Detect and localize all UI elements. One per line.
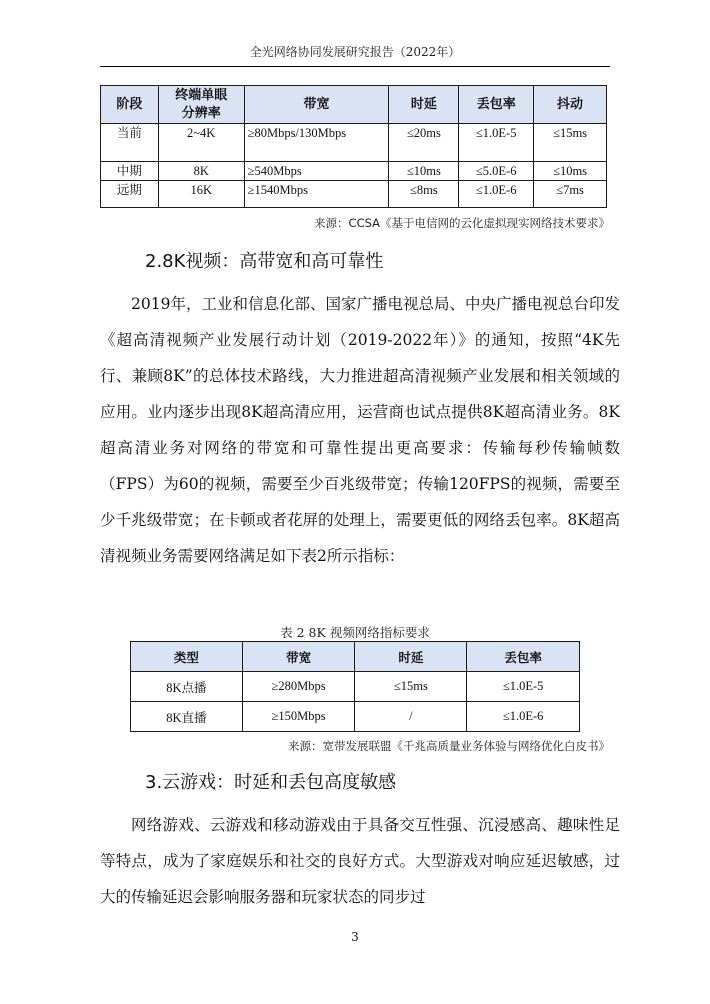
col-header-latency: 时延 (355, 642, 467, 672)
col-header-packet-loss: 丢包率 (459, 86, 534, 124)
8k-requirements-table (130, 641, 580, 732)
col-header-packet-loss: 丢包率 (467, 642, 580, 672)
section3-heading: 3.云游戏：时延和丢包高度敏感 (145, 772, 397, 793)
section2-heading: 2.8K视频：高带宽和高可靠性 (145, 251, 384, 272)
table-cell: ≤10ms (389, 162, 459, 181)
table-header-row (131, 642, 580, 672)
table-cell: ≤1.0E-6 (467, 702, 580, 732)
table-cell: ≤15ms (534, 124, 607, 162)
table-cell: ≤10ms (534, 162, 607, 181)
table-row (101, 124, 607, 162)
table1-source: 来源：CCSA《基于电信网的云化虚拟现实网络技术要求》 (314, 216, 610, 230)
table2-source: 来源：宽带发展联盟《千兆高质量业务体验与网络优化白皮书》 (288, 739, 610, 753)
table2-caption: 表 2 8K 视频网络指标要求 (280, 625, 430, 640)
table-cell: ≤20ms (389, 124, 459, 162)
vr-requirements-table (100, 85, 607, 208)
table-cell: 2~4K (158, 124, 244, 162)
table-cell: ≤15ms (355, 672, 467, 702)
table-cell: ≥280Mbps (242, 672, 355, 702)
table-cell: ≤7ms (534, 181, 607, 208)
table-cell: 8K点播 (131, 672, 243, 702)
col-header-bandwidth: 带宽 (244, 86, 389, 124)
page-header (100, 40, 610, 67)
table-header-row (101, 86, 607, 124)
table-cell: 远期 (101, 181, 159, 208)
table-cell: ≤1.0E-6 (459, 181, 534, 208)
section2-paragraph: 2019年，工业和信息化部、国家广播电视总局、中央广播电视总台印发《超高清视频产业发展行动计划（2019-2022年）》的通知，按照“4K先行、兼顾8K”的总体技术路线，大力推进超高清视频产业发展和相关领域的应用。业内逐步出现8K超高清应用，运营商也试点提供8K超高清业务。8K超高清业务对网络的带宽和可靠性提出更高要求：传输每秒传输帧数（FPS）为60的视频，需要至少百兆级带宽；传输120FPS的视频，需要至少千兆级带宽；在卡顿或者花屏的处理上，需要更低的网络丢包率。8K超高清视频业务需要网络满足如下表2所示指标： (100, 295, 620, 565)
table-row (131, 702, 580, 732)
table-cell: ≤8ms (389, 181, 459, 208)
table-cell: ≤5.0E-6 (459, 162, 534, 181)
table-row (101, 162, 607, 181)
col-header-jitter: 抖动 (534, 86, 607, 124)
table-cell: ≥150Mbps (242, 702, 355, 732)
table-cell: / (355, 702, 467, 732)
table-cell: 8K (158, 162, 244, 181)
table-cell: 8K直播 (131, 702, 243, 732)
col-header-type: 类型 (131, 642, 243, 672)
col-header-bandwidth: 带宽 (242, 642, 355, 672)
page-number: 3 (351, 930, 359, 944)
table-cell: 16K (158, 181, 244, 208)
table-cell: 中期 (101, 162, 159, 181)
table-row (101, 181, 607, 208)
table-cell: ≥540Mbps (244, 162, 389, 181)
table-cell: 当前 (101, 124, 159, 162)
col-header-latency: 时延 (389, 86, 459, 124)
col-header-resolution: 终端单眼分辨率 (158, 86, 244, 124)
table-cell: ≥80Mbps/130Mbps (244, 124, 389, 162)
table-cell: ≥1540Mbps (244, 181, 389, 208)
table-cell: ≤1.0E-5 (459, 124, 534, 162)
table-row (131, 672, 580, 702)
section3-paragraph: 网络游戏、云游戏和移动游戏由于具备交互性强、沉浸感高、趣味性足等特点，成为了家庭娱乐和社交的良好方式。大型游戏对响应延迟敏感，过大的传输延迟会影响服务器和玩家状态的同步过 (100, 816, 620, 906)
header-title: 全光网络协同发展研究报告（2022年） (249, 45, 461, 59)
table-cell: ≤1.0E-5 (467, 672, 580, 702)
col-header-stage: 阶段 (101, 86, 159, 124)
